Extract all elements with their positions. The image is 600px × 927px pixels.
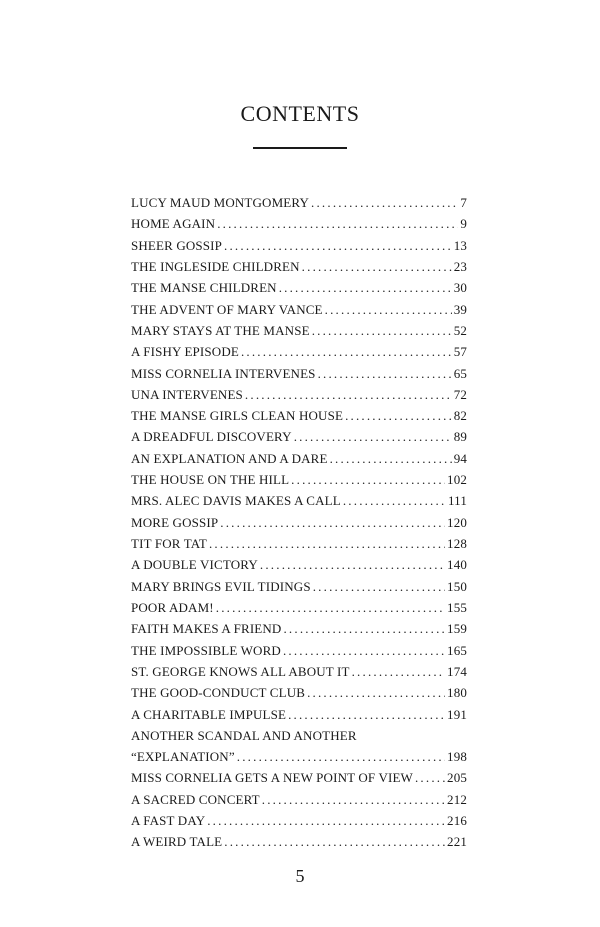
toc-entry bbox=[131, 767, 467, 788]
dot-leader bbox=[318, 363, 452, 384]
toc-entry-page: 140 bbox=[447, 557, 467, 573]
toc-entry bbox=[131, 213, 467, 234]
toc-entry-title-first-line bbox=[131, 725, 467, 746]
toc-entry bbox=[131, 682, 467, 703]
dot-leader bbox=[313, 576, 445, 597]
toc-entry bbox=[131, 789, 467, 810]
toc-entry-title: THE MANSE CHILDREN bbox=[131, 280, 277, 296]
toc-entry-page: 89 bbox=[453, 429, 467, 445]
toc-entry-title: UNA INTERVENES bbox=[131, 386, 243, 402]
toc-entry bbox=[131, 405, 467, 426]
dot-leader bbox=[294, 426, 452, 447]
toc-entry bbox=[131, 320, 467, 341]
toc-entry bbox=[131, 341, 467, 362]
toc-entry-title: THE ADVENT OF MARY VANCE bbox=[131, 301, 323, 317]
dot-leader bbox=[209, 533, 445, 554]
toc-entry bbox=[131, 533, 467, 554]
toc-entry bbox=[131, 661, 467, 682]
toc-entry-title: SHEER GOSSIP bbox=[131, 237, 223, 253]
dot-leader bbox=[283, 618, 445, 639]
toc-entry-title: MORE GOSSIP bbox=[131, 514, 219, 530]
dot-leader bbox=[260, 554, 445, 575]
dot-leader bbox=[352, 661, 445, 682]
dot-leader bbox=[262, 789, 445, 810]
toc-entry-title: AN EXPLANATION AND A DARE bbox=[131, 450, 328, 466]
toc-entry-page: 174 bbox=[447, 663, 467, 679]
toc-entry-title: LUCY MAUD MONTGOMERY bbox=[131, 195, 310, 210]
toc-entry bbox=[131, 810, 467, 831]
toc-entry-page: 180 bbox=[447, 685, 467, 701]
dot-leader bbox=[220, 512, 445, 533]
toc-entry-title: MISS CORNELIA INTERVENES bbox=[131, 365, 316, 381]
toc-entry-page: 128 bbox=[447, 536, 467, 551]
toc-entry bbox=[131, 277, 467, 298]
dot-leader bbox=[217, 213, 458, 234]
toc-entry bbox=[131, 490, 467, 511]
toc-entry-page: 7 bbox=[460, 195, 467, 210]
toc-entry-page: 23 bbox=[453, 258, 467, 274]
toc-entry-page: 82 bbox=[453, 408, 467, 424]
toc-entry-title: A FISHY EPISODE bbox=[131, 344, 239, 360]
toc-entry bbox=[131, 299, 467, 320]
toc-entry bbox=[131, 426, 467, 447]
toc-entry-page: 9 bbox=[460, 216, 467, 232]
toc-entry bbox=[131, 448, 467, 469]
toc-entry-title: A WEIRD TALE bbox=[131, 834, 223, 850]
dot-leader bbox=[224, 235, 452, 256]
dot-leader bbox=[245, 384, 452, 405]
toc-entry bbox=[131, 235, 467, 256]
toc-entry-title: MISS CORNELIA GETS A NEW POINT OF VIEW bbox=[131, 770, 413, 786]
toc-entry bbox=[131, 192, 467, 213]
toc-entry-page: 13 bbox=[453, 237, 467, 253]
toc-entry-title: ANOTHER SCANDAL AND ANOTHER bbox=[131, 727, 357, 743]
toc-entry-page: 216 bbox=[447, 813, 467, 829]
toc-entry-page: 120 bbox=[447, 514, 467, 530]
toc-entry-page: 159 bbox=[447, 621, 467, 637]
dot-leader bbox=[241, 341, 452, 362]
toc-entry-title: A FAST DAY bbox=[131, 813, 206, 829]
toc-entry bbox=[131, 576, 467, 597]
toc-entry-title: THE GOOD-CONDUCT CLUB bbox=[131, 685, 306, 701]
dot-leader bbox=[311, 192, 458, 213]
dot-leader bbox=[343, 490, 446, 511]
dot-leader bbox=[302, 256, 452, 277]
page-title: CONTENTS bbox=[240, 101, 360, 126]
dot-leader bbox=[216, 597, 445, 618]
toc-entry-title: ST. GEORGE KNOWS ALL ABOUT IT bbox=[131, 663, 350, 679]
toc-entry-page: 102 bbox=[447, 472, 467, 488]
toc-entry bbox=[131, 746, 467, 767]
toc-entry-page: 57 bbox=[453, 344, 467, 360]
toc-entry-title: FAITH MAKES A FRIEND bbox=[131, 621, 282, 637]
toc-entry-page: 205 bbox=[447, 770, 467, 786]
toc-entry-page: 111 bbox=[448, 493, 467, 509]
toc-entry-page: 94 bbox=[453, 450, 467, 466]
toc-entry-page: 52 bbox=[453, 322, 467, 338]
toc-entry-page: 72 bbox=[453, 386, 467, 402]
toc-entry-title: MARY STAYS AT THE MANSE bbox=[131, 322, 310, 338]
toc-entry bbox=[131, 618, 467, 639]
toc-entry bbox=[131, 831, 467, 852]
dot-leader bbox=[283, 640, 445, 661]
toc-entry-page: 30 bbox=[453, 280, 467, 296]
toc-entry-title: A SACRED CONCERT bbox=[131, 791, 260, 807]
toc-entry bbox=[131, 554, 467, 575]
toc-entry-title: HOME AGAIN bbox=[131, 216, 216, 232]
toc-entry-title: MRS. ALEC DAVIS MAKES A CALL bbox=[131, 493, 341, 509]
toc-entry bbox=[131, 704, 467, 725]
toc-entry-page: 165 bbox=[447, 642, 467, 658]
toc-entry-page: 191 bbox=[447, 706, 467, 722]
toc-entry bbox=[131, 597, 467, 618]
toc-entry bbox=[131, 512, 467, 533]
dot-leader bbox=[307, 682, 445, 703]
toc-entry-page: 155 bbox=[447, 599, 467, 615]
dot-leader bbox=[312, 320, 452, 341]
toc-entry bbox=[131, 640, 467, 661]
dot-leader bbox=[325, 299, 452, 320]
toc-entry-title: THE IMPOSSIBLE WORD bbox=[131, 642, 281, 658]
dot-leader bbox=[207, 810, 445, 831]
toc-entry-title: TIT FOR TAT bbox=[131, 536, 207, 551]
dot-leader bbox=[345, 405, 452, 426]
toc-entry-page: 221 bbox=[447, 834, 467, 850]
toc-entry-title: THE INGLESIDE CHILDREN bbox=[131, 258, 300, 274]
dot-leader bbox=[415, 767, 445, 788]
dot-leader bbox=[224, 831, 445, 852]
toc-entry-title: A DREADFUL DISCOVERY bbox=[131, 429, 292, 445]
toc-entry-title: A DOUBLE VICTORY bbox=[131, 557, 258, 573]
dot-leader bbox=[291, 469, 445, 490]
toc-entry bbox=[131, 469, 467, 490]
toc-entry bbox=[131, 384, 467, 405]
dot-leader bbox=[279, 277, 452, 298]
toc-entry-page: 39 bbox=[453, 301, 467, 317]
dot-leader bbox=[288, 704, 445, 725]
toc-entry-page: 65 bbox=[453, 365, 467, 381]
dot-leader bbox=[237, 746, 445, 767]
table-of-contents bbox=[131, 192, 467, 853]
toc-entry bbox=[131, 363, 467, 384]
toc-entry-page: 198 bbox=[447, 749, 467, 765]
title-underline-rule bbox=[253, 147, 347, 149]
toc-entry-title: MARY BRINGS EVIL TIDINGS bbox=[131, 578, 311, 594]
toc-entry-page: 212 bbox=[447, 791, 467, 807]
toc-entry-page: 150 bbox=[447, 578, 467, 594]
toc-entry-title: A CHARITABLE IMPULSE bbox=[131, 706, 287, 722]
toc-entry-title: “EXPLANATION” bbox=[131, 749, 235, 765]
toc-entry-title: THE MANSE GIRLS CLEAN HOUSE bbox=[131, 408, 344, 424]
toc-entry-title: POOR ADAM! bbox=[131, 599, 214, 615]
page-number: 5 bbox=[295, 866, 305, 886]
toc-entry bbox=[131, 256, 467, 277]
dot-leader bbox=[330, 448, 452, 469]
toc-entry-title: THE HOUSE ON THE HILL bbox=[131, 472, 290, 488]
